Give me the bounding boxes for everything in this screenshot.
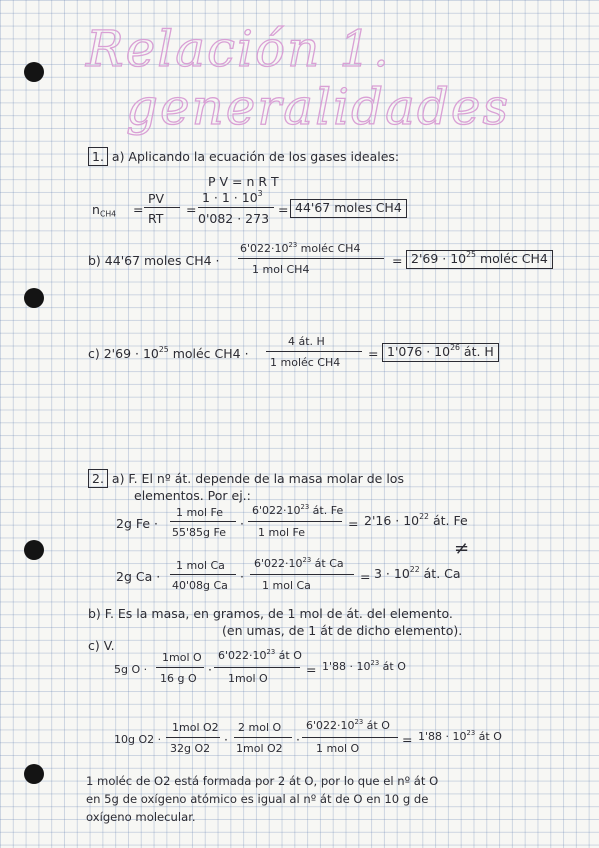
conclusion-line2: en 5g de oxígeno atómico es igual al nº át de O en 10 g de [86, 792, 429, 806]
o2-label: 10g O2 · [114, 733, 162, 746]
fraction-denominator: 1 mol Fe [258, 526, 305, 539]
equals-sign: = [402, 732, 413, 747]
fe-label: 2g Fe · [116, 516, 159, 531]
fraction-bar [250, 574, 354, 575]
fraction-numerator: $6'022\cdot 10^{23}$ át O [218, 647, 302, 662]
multiply-dot: · [224, 732, 228, 747]
fraction-denominator: 40'08g Ca [172, 579, 228, 592]
equals-sign: = [360, 569, 371, 584]
equals-sign: = [368, 346, 379, 361]
exercise-2 [88, 473, 404, 486]
multiply-dot: · [208, 662, 212, 677]
ex2-a-intro: a) F. El nº át. depende de la masa molar de los [111, 471, 404, 486]
o-label: 5g O · [114, 663, 148, 676]
conclusion-line1: 1 moléc de O2 está formada por 2 át O, por lo que el nº át O [86, 774, 439, 788]
fraction-numerator: 1mol O2 [172, 721, 219, 734]
conclusion-line3: oxígeno molecular. [86, 810, 196, 824]
ex1-a-lhs: $n_{CH4}$ [92, 202, 117, 219]
equals-sign: = [306, 662, 317, 677]
page-title-line1: Relación 1. [86, 20, 391, 78]
fraction-denominator: 16 g O [160, 672, 197, 685]
fraction-denominator: 1mol O2 [236, 742, 283, 755]
fraction-numerator: 2 mol O [238, 721, 282, 734]
fraction-denominator: 32g O2 [170, 742, 211, 755]
fraction-denominator: 1 moléc CH4 [270, 356, 341, 369]
ex1-c-label: c) $2'69 \cdot 10^{25}$ moléc CH4 · [88, 345, 249, 361]
fraction-numerator: $6'022\cdot 10^{23}$ át O [306, 717, 390, 732]
fraction-bar [198, 207, 274, 208]
fraction-numerator: $6'022\cdot 10^{23}$ át Ca [254, 555, 344, 570]
ca-label: 2g Ca · [116, 569, 161, 584]
fraction-bar [248, 521, 342, 522]
ex2-b-line1: b) F. Es la masa, en gramos, de 1 mol de át. del elemento. [88, 606, 453, 621]
result-box: $2'69 \cdot 10^{25}$ moléc CH4 [406, 250, 553, 269]
ca-result: $3 \cdot 10^{22}$ át. Ca [374, 565, 461, 581]
fraction-numerator: $6'022\cdot 10^{23}$ moléc CH4 [240, 240, 361, 255]
fraction-numerator: PV [148, 191, 165, 206]
multiply-dot: · [240, 516, 244, 531]
o-result: $1'88 \cdot 10^{23}$ át O [322, 658, 406, 673]
fraction-numerator: 1mol O [162, 651, 202, 664]
fraction-bar [238, 258, 384, 259]
exercise-number: 2. [88, 469, 108, 488]
fraction-denominator: 1mol O [228, 672, 268, 685]
ex1-b-label: b) 44'67 moles CH4 · [88, 253, 220, 268]
ex1-a-intro: a) Aplicando la ecuación de los gases ideales: [111, 149, 400, 164]
fraction-bar [170, 574, 236, 575]
fe-result: $2'16 \cdot 10^{22}$ át. Fe [364, 512, 468, 528]
ex2-b-line2: (en umas, de 1 át de dicho elemento). [222, 623, 463, 638]
fraction-denominator: 1 mol Ca [262, 579, 311, 592]
page-title-line2: generalidades [126, 78, 511, 136]
fraction-denominator: 1 mol CH4 [252, 263, 310, 276]
fraction-bar [166, 737, 220, 738]
fraction-numerator: $1 \cdot 1 \cdot 10^3$ [202, 189, 263, 205]
not-equal-sign: ≠ [454, 538, 470, 559]
fraction-bar [214, 667, 300, 668]
multiply-dot: · [240, 569, 244, 584]
exercise-1 [88, 151, 399, 164]
exercise-number: 1. [88, 147, 108, 166]
equals-sign: = [348, 516, 359, 531]
fraction-bar [170, 521, 236, 522]
fraction-numerator: 4 át. H [288, 335, 325, 348]
binder-hole [24, 540, 44, 560]
fraction-bar [156, 667, 204, 668]
fraction-numerator: $6'022\cdot 10^{23}$ át. Fe [252, 502, 344, 517]
fraction-bar [234, 737, 292, 738]
fraction-numerator: 1 mol Fe [176, 506, 223, 519]
fraction-bar [302, 737, 398, 738]
o2-result: $1'88 \cdot 10^{23}$ át O [418, 728, 502, 743]
multiply-dot: · [296, 732, 300, 747]
fraction-denominator: 0'082 · 273 [198, 211, 270, 226]
equals-sign: = [392, 253, 403, 268]
fraction-bar [266, 351, 362, 352]
equals-sign: = [186, 202, 197, 217]
ex2-c-label: c) V. [88, 638, 115, 653]
binder-hole [24, 288, 44, 308]
ideal-gas-law: P V = n R T [208, 174, 279, 189]
result-box: 44'67 moles CH4 [290, 199, 407, 218]
ex2-a-intro-2: elementos. Por ej.: [134, 488, 251, 503]
equals-sign: = [278, 202, 289, 217]
result-box: $1'076 \cdot 10^{26}$ át. H [382, 343, 499, 362]
fraction-denominator: RT [148, 211, 164, 226]
fraction-bar [144, 207, 180, 208]
equals-sign: = [133, 202, 144, 217]
binder-hole [24, 764, 44, 784]
fraction-numerator: 1 mol Ca [176, 559, 225, 572]
fraction-denominator: 1 mol O [316, 742, 360, 755]
fraction-denominator: 55'85g Fe [172, 526, 226, 539]
binder-hole [24, 62, 44, 82]
